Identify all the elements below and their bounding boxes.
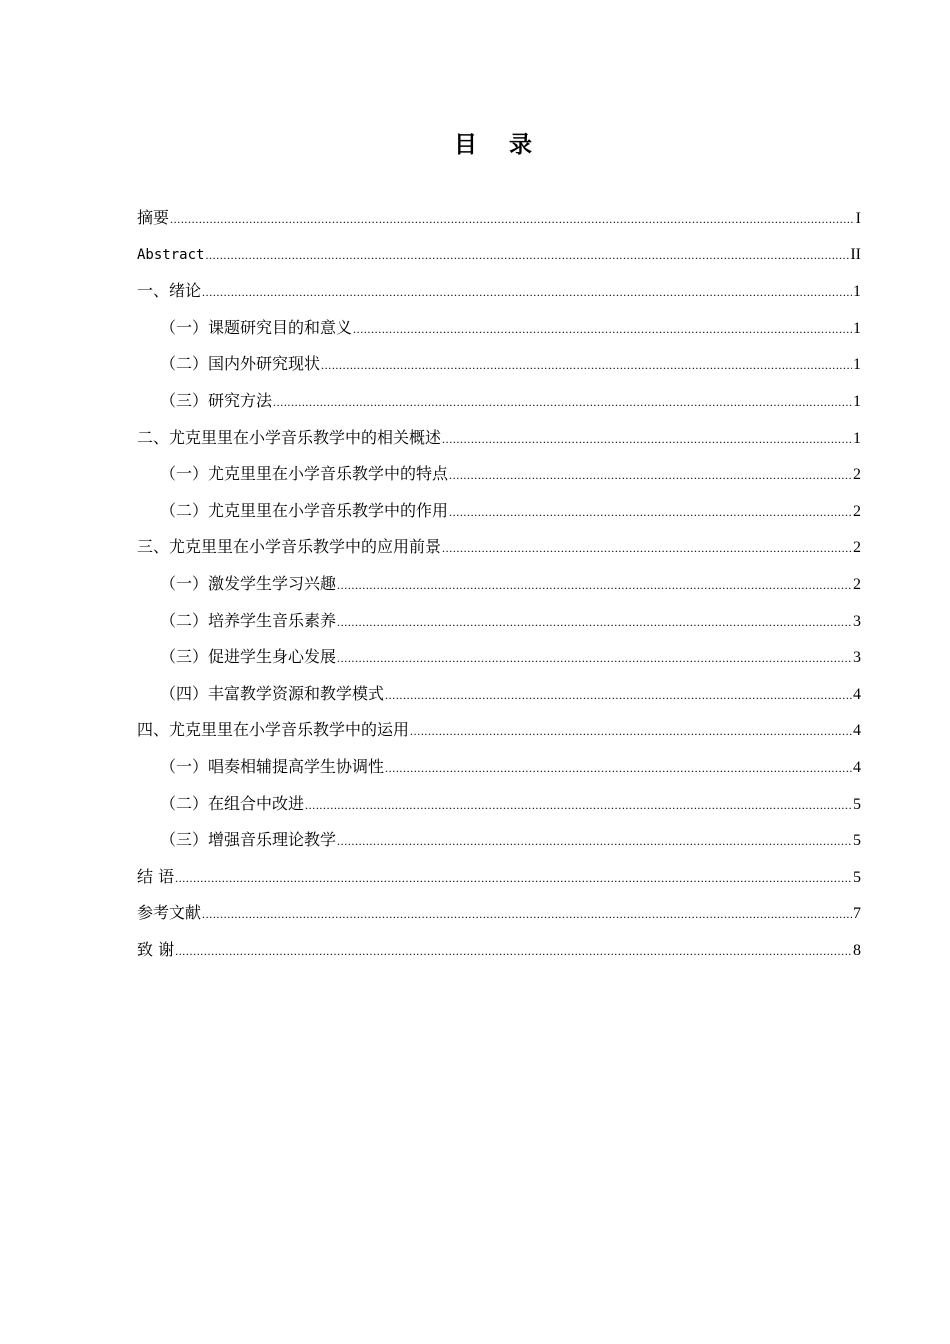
toc-entry-section-4-2[interactable] — [137, 786, 861, 823]
toc-entry-section-4-3[interactable] — [137, 822, 861, 859]
toc-leader-dots — [273, 384, 852, 421]
toc-leader-dots — [321, 347, 852, 384]
toc-entry-conclusion[interactable] — [137, 859, 861, 896]
toc-entry-section-3-4[interactable] — [137, 676, 861, 713]
toc-entry-section-3-2[interactable] — [137, 603, 861, 640]
toc-leader-dots — [202, 274, 852, 311]
toc-entry-page: 4 — [853, 685, 861, 703]
toc-leader-dots — [337, 567, 852, 604]
toc-leader-dots — [175, 860, 852, 897]
toc-entry-page: 8 — [853, 941, 861, 959]
toc-entry-page: 1 — [853, 319, 861, 337]
toc-list — [137, 200, 861, 968]
toc-entry-page: 5 — [853, 868, 861, 886]
toc-leader-dots — [337, 823, 852, 860]
toc-entry-abstract-cn[interactable] — [137, 200, 861, 237]
toc-leader-dots — [337, 604, 852, 641]
toc-leader-dots — [385, 677, 852, 714]
toc-entry-label: 致 谢 — [137, 939, 175, 959]
toc-entry-label: （二）在组合中改进 — [160, 793, 305, 813]
toc-leader-dots — [449, 494, 852, 531]
toc-entry-page: 2 — [853, 575, 861, 593]
toc-entry-page: 4 — [853, 758, 861, 776]
toc-leader-dots — [410, 713, 852, 750]
toc-entry-section-1-3[interactable] — [137, 383, 861, 420]
toc-entry-page: 1 — [853, 356, 861, 374]
toc-entry-page: II — [850, 245, 861, 263]
toc-entry-label: （一）激发学生学习兴趣 — [160, 573, 337, 593]
toc-entry-label: 四、尤克里里在小学音乐教学中的运用 — [137, 720, 410, 740]
toc-entry-page: I — [855, 210, 861, 227]
toc-entry-acknowledgements[interactable] — [137, 932, 861, 969]
toc-entry-label: （三）增强音乐理论教学 — [160, 830, 337, 850]
toc-entry-chapter-1[interactable] — [137, 273, 861, 310]
toc-entry-label: 一、绪论 — [137, 281, 202, 301]
toc-leader-dots — [337, 640, 852, 677]
toc-entry-label: 参考文献 — [137, 903, 202, 923]
toc-leader-dots — [175, 933, 852, 970]
toc-leader-dots — [449, 457, 852, 494]
toc-entry-page: 2 — [853, 466, 861, 484]
toc-entry-label: （一）唱奏相辅提高学生协调性 — [160, 756, 385, 776]
toc-leader-dots — [202, 896, 852, 933]
toc-entry-page: 3 — [853, 612, 861, 630]
toc-entry-label: （一）课题研究目的和意义 — [160, 317, 353, 337]
toc-entry-page: 2 — [853, 502, 861, 520]
toc-entry-label: Abstract — [137, 246, 205, 263]
toc-leader-dots — [170, 201, 855, 238]
toc-entry-section-3-3[interactable] — [137, 639, 861, 676]
toc-entry-label: （一）尤克里里在小学音乐教学中的特点 — [160, 464, 449, 484]
toc-entry-chapter-4[interactable] — [137, 712, 861, 749]
toc-entry-label: （三）促进学生身心发展 — [160, 647, 337, 667]
toc-entry-page: 4 — [853, 722, 861, 740]
toc-entry-section-2-1[interactable] — [137, 456, 861, 493]
toc-entry-chapter-3[interactable] — [137, 529, 861, 566]
toc-leader-dots — [442, 421, 852, 458]
toc-entry-label: （三）研究方法 — [160, 390, 273, 410]
toc-entry-page: 2 — [853, 539, 861, 557]
toc-entry-label: （二）培养学生音乐素养 — [160, 610, 337, 630]
toc-entry-page: 3 — [853, 649, 861, 667]
toc-entry-section-1-1[interactable] — [137, 310, 861, 347]
toc-entry-section-1-2[interactable] — [137, 346, 861, 383]
toc-entry-page: 1 — [853, 283, 861, 301]
toc-entry-section-3-1[interactable] — [137, 566, 861, 603]
toc-entry-abstract-en[interactable] — [137, 237, 861, 274]
toc-entry-label: 摘要 — [137, 208, 170, 227]
toc-entry-label: 三、尤克里里在小学音乐教学中的应用前景 — [137, 537, 442, 557]
toc-entry-page: 1 — [853, 392, 861, 410]
toc-leader-dots — [385, 750, 852, 787]
toc-entry-chapter-2[interactable] — [137, 420, 861, 457]
toc-entry-label: 二、尤克里里在小学音乐教学中的相关概述 — [137, 427, 442, 447]
toc-leader-dots — [442, 530, 852, 567]
toc-entry-section-2-2[interactable] — [137, 493, 861, 530]
toc-entry-section-4-1[interactable] — [137, 749, 861, 786]
toc-entry-page: 1 — [853, 429, 861, 447]
toc-leader-dots — [205, 237, 849, 274]
toc-entry-label: （四）丰富教学资源和教学模式 — [160, 683, 385, 703]
toc-entry-label: （二）国内外研究现状 — [160, 354, 321, 374]
toc-leader-dots — [353, 311, 852, 348]
toc-leader-dots — [305, 787, 852, 824]
toc-entry-page: 5 — [853, 832, 861, 850]
toc-title: 目 录 — [453, 132, 544, 158]
toc-entry-references[interactable] — [137, 895, 861, 932]
toc-entry-page: 7 — [853, 905, 861, 923]
toc-entry-label: （二）尤克里里在小学音乐教学中的作用 — [160, 500, 449, 520]
toc-entry-label: 结 语 — [137, 866, 175, 886]
toc-entry-page: 5 — [853, 795, 861, 813]
